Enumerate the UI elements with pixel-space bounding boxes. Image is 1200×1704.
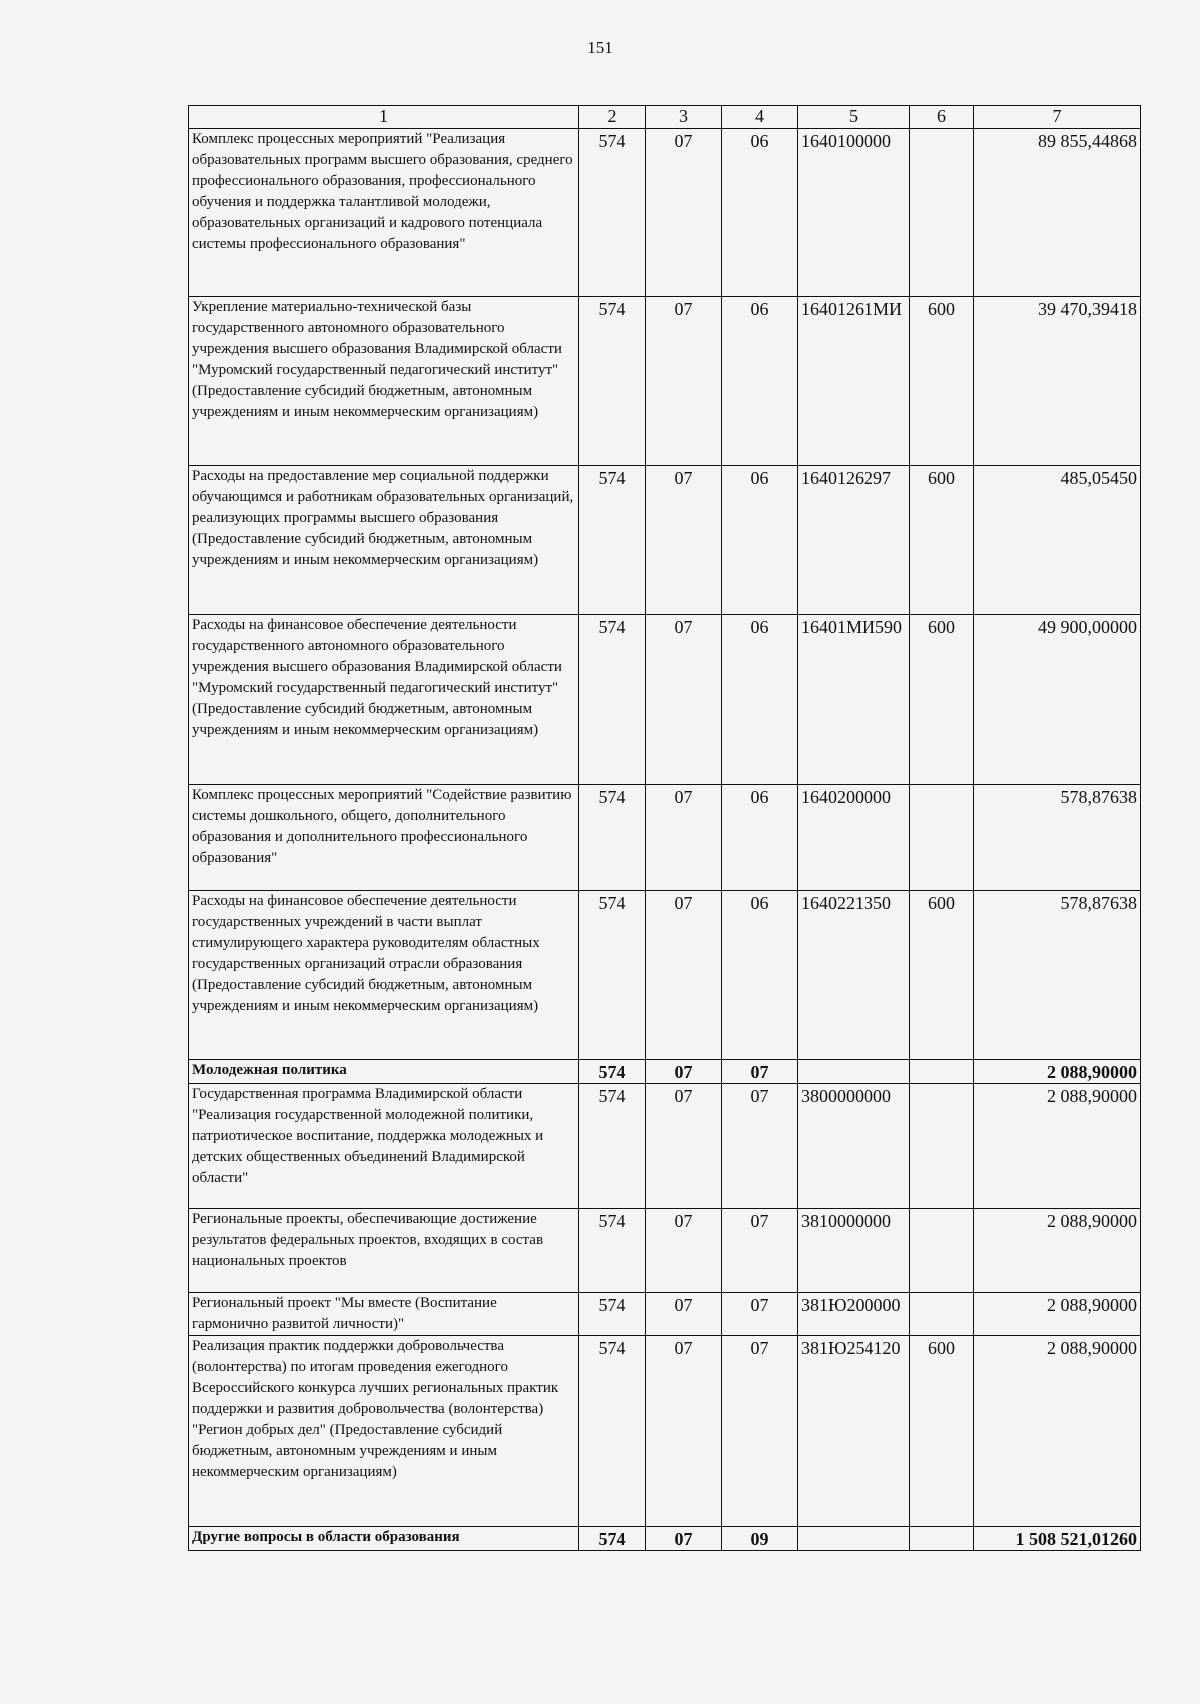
row-col-5 bbox=[798, 1527, 910, 1551]
row-col-5: 1640200000 bbox=[798, 785, 910, 891]
row-col-7: 2 088,90000 bbox=[974, 1084, 1141, 1209]
row-col-4: 06 bbox=[722, 615, 798, 785]
page-number: 151 bbox=[587, 38, 613, 57]
row-name: Региональный проект "Мы вместе (Воспитание гармонично развитой личности)" bbox=[189, 1293, 579, 1336]
row-col-6 bbox=[910, 1527, 974, 1551]
row-col-7: 49 900,00000 bbox=[974, 615, 1141, 785]
row-col-6 bbox=[910, 129, 974, 297]
row-col-7: 578,87638 bbox=[974, 785, 1141, 891]
row-col-5: 1640221350 bbox=[798, 891, 910, 1060]
row-col-3: 07 bbox=[646, 785, 722, 891]
row-name: Расходы на предоставление мер социальной поддержки обучающимся и работникам образовательных организаций, реализующих программы высшего образования (Предоставление субсидий бюджетным, автономным учреждениям и иным некоммерческим организациям) bbox=[189, 466, 579, 615]
row-col-2: 574 bbox=[579, 297, 646, 466]
row-col-5: 381Ю254120 bbox=[798, 1336, 910, 1527]
table-row bbox=[189, 1209, 1141, 1293]
table-row bbox=[189, 466, 1141, 615]
row-col-2: 574 bbox=[579, 1060, 646, 1084]
row-col-5: 1640126297 bbox=[798, 466, 910, 615]
row-col-5: 3810000000 bbox=[798, 1209, 910, 1293]
header-col-4: 4 bbox=[722, 106, 798, 129]
row-col-4: 06 bbox=[722, 785, 798, 891]
header-row bbox=[189, 106, 1141, 129]
row-col-6: 600 bbox=[910, 1336, 974, 1527]
row-col-6: 600 bbox=[910, 615, 974, 785]
row-col-5: 3800000000 bbox=[798, 1084, 910, 1209]
header-col-1: 1 bbox=[189, 106, 579, 129]
row-col-7: 89 855,44868 bbox=[974, 129, 1141, 297]
header-col-3: 3 bbox=[646, 106, 722, 129]
row-col-6 bbox=[910, 1060, 974, 1084]
row-col-6: 600 bbox=[910, 297, 974, 466]
row-col-4: 06 bbox=[722, 129, 798, 297]
row-col-4: 07 bbox=[722, 1293, 798, 1336]
row-col-6 bbox=[910, 1293, 974, 1336]
table-row bbox=[189, 1293, 1141, 1336]
row-col-6 bbox=[910, 1209, 974, 1293]
row-col-5: 16401МИ590 bbox=[798, 615, 910, 785]
row-col-6: 600 bbox=[910, 891, 974, 1060]
row-col-3: 07 bbox=[646, 1293, 722, 1336]
table-row bbox=[189, 129, 1141, 297]
header-col-5: 5 bbox=[798, 106, 910, 129]
row-col-6 bbox=[910, 785, 974, 891]
row-col-3: 07 bbox=[646, 129, 722, 297]
row-col-4: 07 bbox=[722, 1060, 798, 1084]
row-col-6: 600 bbox=[910, 466, 974, 615]
row-col-3: 07 bbox=[646, 1527, 722, 1551]
row-name: Другие вопросы в области образования bbox=[189, 1527, 579, 1551]
row-name: Расходы на финансовое обеспечение деятельности государственных учреждений в части выплат стимулирующего характера руководителям областных государственных организаций отрасли образования (Предоставление субсидий бюджетным, автономным учреждениям и иным некоммерческим организациям) bbox=[189, 891, 579, 1060]
row-col-4: 06 bbox=[722, 891, 798, 1060]
row-name: Расходы на финансовое обеспечение деятельности государственного автономного образовательного учреждения высшего образования Владимирской области "Муромский государственный педагогический институт" (Предоставление субсидий бюджетным, автономным учреждениям и иным некоммерческим организациям) bbox=[189, 615, 579, 785]
row-col-2: 574 bbox=[579, 466, 646, 615]
row-col-5: 16401261МИ bbox=[798, 297, 910, 466]
table-row bbox=[189, 615, 1141, 785]
row-col-3: 07 bbox=[646, 297, 722, 466]
table-row bbox=[189, 785, 1141, 891]
row-col-4: 06 bbox=[722, 297, 798, 466]
row-name: Комплекс процессных мероприятий "Содействие развитию системы дошкольного, общего, дополнительного образования и дополнительного профессионального образования" bbox=[189, 785, 579, 891]
row-col-2: 574 bbox=[579, 891, 646, 1060]
row-col-4: 09 bbox=[722, 1527, 798, 1551]
table-row bbox=[189, 1336, 1141, 1527]
row-name: Региональные проекты, обеспечивающие достижение результатов федеральных проектов, входящих в состав национальных проектов bbox=[189, 1209, 579, 1293]
header-col-7: 7 bbox=[974, 106, 1141, 129]
row-col-2: 574 bbox=[579, 1336, 646, 1527]
row-col-2: 574 bbox=[579, 129, 646, 297]
header-col-2: 2 bbox=[579, 106, 646, 129]
row-name: Реализация практик поддержки добровольчества (волонтерства) по итогам проведения ежегодного Всероссийского конкурса лучших региональных практик поддержки и развития добровольчества (волонтерства) "Регион добрых дел" (Предоставление субсидий бюджетным, автономным учреждениям и иным некоммерческим организациям) bbox=[189, 1336, 579, 1527]
row-col-6 bbox=[910, 1084, 974, 1209]
row-col-5: 1640100000 bbox=[798, 129, 910, 297]
row-col-2: 574 bbox=[579, 1527, 646, 1551]
row-col-2: 574 bbox=[579, 1084, 646, 1209]
row-name: Комплекс процессных мероприятий "Реализация образовательных программ высшего образования, среднего профессионального образования, профессионального обучения и поддержка талантливой молодежи, образовательных организаций и кадрового потенциала системы профессионального образования" bbox=[189, 129, 579, 297]
row-col-7: 2 088,90000 bbox=[974, 1336, 1141, 1527]
row-col-7: 2 088,90000 bbox=[974, 1293, 1141, 1336]
table-row bbox=[189, 297, 1141, 466]
row-col-3: 07 bbox=[646, 1336, 722, 1527]
table-row-section bbox=[189, 1060, 1141, 1084]
row-col-4: 06 bbox=[722, 466, 798, 615]
row-col-7: 2 088,90000 bbox=[974, 1060, 1141, 1084]
table-row bbox=[189, 891, 1141, 1060]
row-name: Укрепление материально-технической базы государственного автономного образовательного учреждения высшего образования Владимирской области "Муромский государственный педагогический институт" (Предоставление субсидий бюджетным, автономным учреждениям и иным некоммерческим организациям) bbox=[189, 297, 579, 466]
header-col-6: 6 bbox=[910, 106, 974, 129]
row-col-7: 578,87638 bbox=[974, 891, 1141, 1060]
row-col-5: 381Ю200000 bbox=[798, 1293, 910, 1336]
row-col-7: 39 470,39418 bbox=[974, 297, 1141, 466]
row-col-3: 07 bbox=[646, 1060, 722, 1084]
row-col-2: 574 bbox=[579, 1209, 646, 1293]
row-col-7: 485,05450 bbox=[974, 466, 1141, 615]
row-name: Государственная программа Владимирской области "Реализация государственной молодежной политики, патриотическое воспитание, поддержка молодежных и детских общественных объединений Владимирской области" bbox=[189, 1084, 579, 1209]
row-col-3: 07 bbox=[646, 466, 722, 615]
table-row-section bbox=[189, 1527, 1141, 1551]
row-col-5 bbox=[798, 1060, 910, 1084]
row-col-2: 574 bbox=[579, 1293, 646, 1336]
row-col-2: 574 bbox=[579, 615, 646, 785]
row-col-3: 07 bbox=[646, 1084, 722, 1209]
row-col-4: 07 bbox=[722, 1084, 798, 1209]
row-col-4: 07 bbox=[722, 1209, 798, 1293]
row-col-3: 07 bbox=[646, 615, 722, 785]
row-col-2: 574 bbox=[579, 785, 646, 891]
row-col-3: 07 bbox=[646, 891, 722, 1060]
row-col-3: 07 bbox=[646, 1209, 722, 1293]
table-row bbox=[189, 1084, 1141, 1209]
row-col-4: 07 bbox=[722, 1336, 798, 1527]
row-col-7: 1 508 521,01260 bbox=[974, 1527, 1141, 1551]
budget-table bbox=[188, 105, 1141, 1551]
row-name: Молодежная политика bbox=[189, 1060, 579, 1084]
row-col-7: 2 088,90000 bbox=[974, 1209, 1141, 1293]
